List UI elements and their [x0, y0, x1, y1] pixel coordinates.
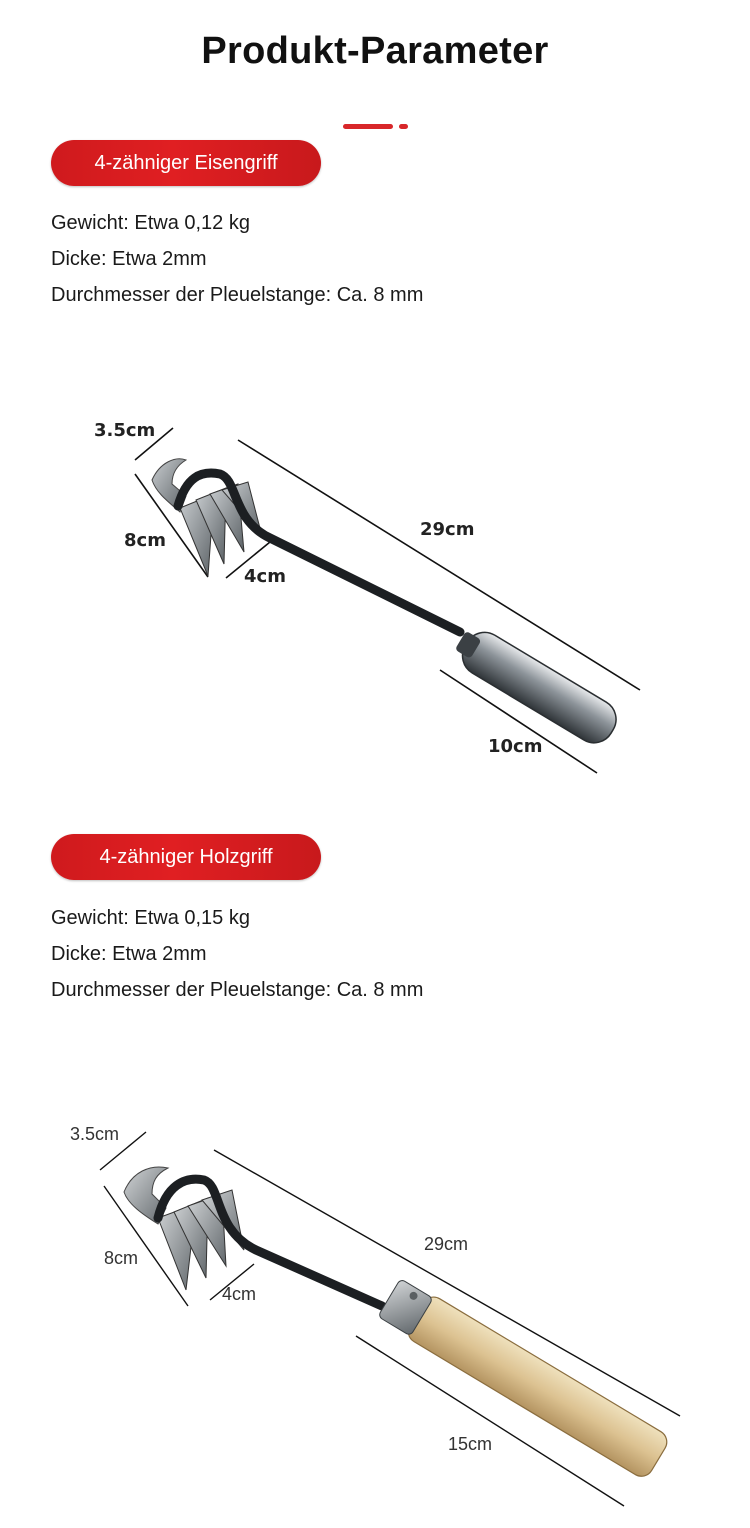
metal-handle [449, 621, 623, 750]
dim-line-total [214, 1150, 680, 1416]
section-badge-wood: 4-zähniger Holzgriff [51, 834, 321, 880]
dim-line-total [238, 440, 640, 690]
wood-handle [376, 1276, 671, 1481]
spec-rod-diameter: Durchmesser der Pleuelstange: Ca. 8 mm [51, 284, 424, 306]
dim-label-total: 29cm [424, 1234, 469, 1254]
spec-weight: Gewicht: Etwa 0,12 kg [51, 212, 250, 234]
dim-label-tines: 8cm [124, 530, 166, 551]
section-badge-iron: 4-zähniger Eisengriff [51, 140, 321, 186]
spec-weight: Gewicht: Etwa 0,15 kg [51, 907, 250, 929]
spec-thickness: Dicke: Etwa 2mm [51, 943, 207, 965]
dim-label-head: 3.5cm [70, 1124, 120, 1144]
wood-handle-rake-image [0, 1100, 750, 1528]
title-accent-line [343, 124, 393, 129]
rake-tines [158, 1190, 244, 1290]
dim-label-total: 29cm [420, 519, 475, 540]
dim-label-fork: 4cm [244, 566, 286, 587]
dim-label-fork: 4cm [222, 1284, 257, 1304]
dim-label-handle: 10cm [488, 736, 543, 757]
dim-label-handle: 15cm [448, 1434, 493, 1454]
spec-thickness: Dicke: Etwa 2mm [51, 248, 207, 270]
spec-rod-diameter: Durchmesser der Pleuelstange: Ca. 8 mm [51, 979, 424, 1001]
dim-label-tines: 8cm [104, 1248, 139, 1268]
page-title: Produkt-Parameter [201, 30, 549, 72]
title-accent-dot [399, 124, 408, 129]
dim-label-head: 3.5cm [94, 420, 156, 441]
iron-handle-rake-image [0, 400, 750, 820]
